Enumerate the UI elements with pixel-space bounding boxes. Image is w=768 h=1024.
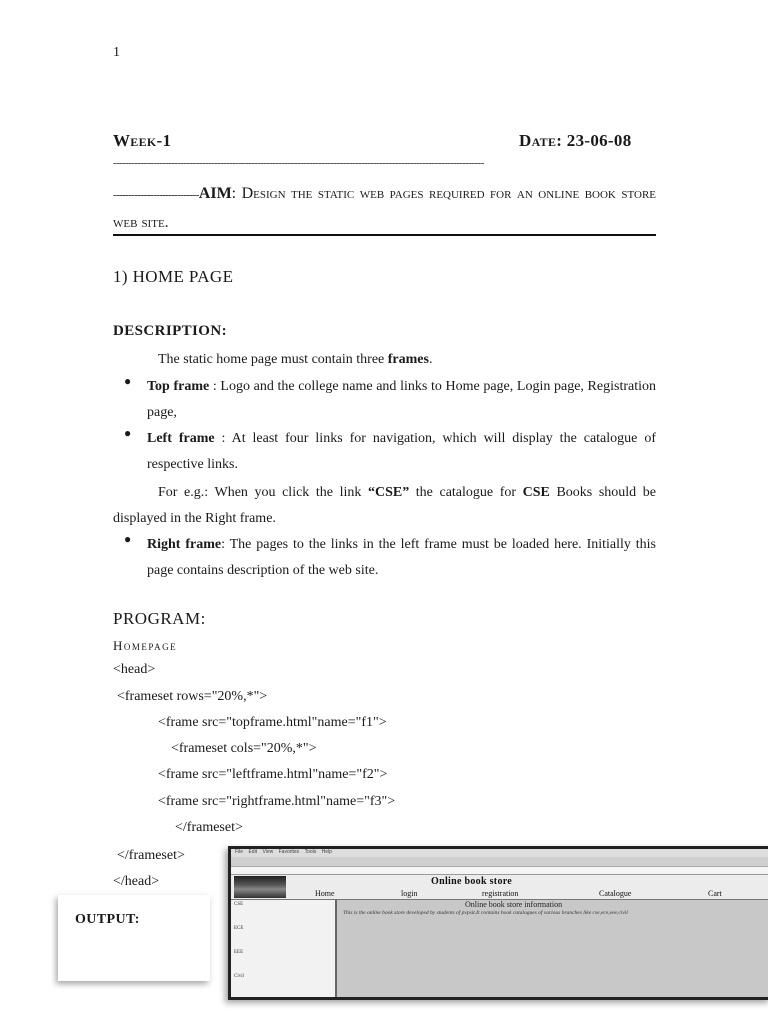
code-line: </frameset> — [175, 820, 243, 835]
code-line: <head> — [113, 662, 156, 677]
site-title: Online book store — [431, 876, 513, 887]
intro-bold: frames — [387, 352, 429, 367]
section-title: 1) HOME PAGE — [113, 267, 234, 286]
intro-text: The static home page must contain three — [158, 352, 388, 367]
intro-end: . — [428, 352, 433, 367]
date-label: Date: 23-06-08 — [519, 131, 632, 150]
menu-item: Tools — [304, 849, 317, 855]
example-paragraph — [113, 480, 656, 532]
left-link: ECE — [234, 926, 244, 931]
bullet-icon: ● — [124, 374, 132, 388]
menu-item: Favorites — [278, 849, 300, 855]
browser-menubar — [231, 849, 768, 857]
menu-item: Edit — [248, 849, 258, 855]
left-link: EEE — [234, 950, 244, 955]
code-line: <frameset rows="20%,*"> — [117, 689, 268, 704]
top-link: login — [401, 889, 418, 898]
program-heading: PROGRAM: — [113, 609, 206, 628]
bullet-term: Top frame — [147, 379, 210, 394]
top-link: registration — [482, 889, 519, 898]
page-number: 1 — [113, 45, 120, 60]
description-heading: DESCRIPTION: — [113, 323, 227, 339]
menu-item: Help — [321, 849, 332, 855]
top-link: Cart — [708, 889, 722, 898]
code-line: </frameset> — [117, 848, 185, 863]
right-frame-title: Online book store information — [465, 900, 563, 909]
menu-item: View — [262, 849, 274, 855]
top-frame — [231, 875, 768, 900]
code-line: <frame src="topframe.html"name="f1"> — [158, 715, 387, 730]
browser-toolbar — [231, 857, 768, 867]
description-intro — [158, 347, 432, 373]
example-text: For e.g.: When you click the link — [158, 485, 368, 500]
example-cse: CSE — [522, 485, 550, 500]
logo-image — [234, 876, 286, 898]
aim-statement — [113, 180, 656, 236]
left-link: Civil — [234, 974, 245, 979]
bullet-term: Left frame — [147, 431, 215, 446]
bullet-left-frame — [147, 426, 656, 478]
bullet-text: : At least four links for navigation, which will display the catalogue of respective links. — [147, 431, 656, 472]
right-frame-text: This is the online book store developed by students of pvpsit.It contains book catalogues of various branches like cse,ece,eee,civil — [343, 910, 628, 916]
aim-dashes: ---------------------------- — [113, 189, 199, 201]
aim-label: AIM — [198, 185, 232, 202]
menu-item: File — [235, 849, 244, 855]
week-label: Week-1 — [113, 131, 172, 150]
bullet-term: Right frame — [147, 537, 222, 552]
bullet-right-frame — [147, 532, 656, 584]
left-frame — [231, 900, 337, 997]
output-label: OUTPUT: — [75, 912, 140, 927]
bullet-text: : The pages to the links in the left frame must be loaded here. Initially this page contains description of the web site. — [147, 537, 656, 578]
output-box — [58, 895, 210, 981]
example-text: the catalogue for — [409, 485, 523, 500]
bullet-text: : Logo and the college name and links to Home page, Login page, Registration page, — [147, 379, 656, 420]
bullet-icon: ● — [124, 426, 132, 440]
code-line: <frame src="rightframe.html"name="f3"> — [158, 794, 396, 809]
code-line: </head> — [113, 874, 160, 889]
horizontal-rule — [113, 234, 656, 236]
dashed-separator: ------------------------------------------------------------------------------------------------------------------------- — [113, 158, 484, 168]
example-text: Books should be displayed in the Right frame. — [113, 485, 656, 526]
aim-text: : Design the static web pages required for an online book store web site. — [113, 185, 656, 231]
output-screenshot — [228, 846, 768, 1000]
right-frame — [337, 900, 768, 997]
program-subheading: Homepage — [113, 638, 178, 653]
browser-address-bar — [231, 867, 768, 875]
code-line: <frame src="leftframe.html"name="f2"> — [158, 767, 388, 782]
example-link: “CSE” — [367, 485, 410, 500]
left-link: CSE — [234, 902, 244, 907]
code-line: <frameset cols="20%,*"> — [171, 741, 317, 756]
top-link: Home — [315, 889, 335, 898]
bullet-icon: ● — [124, 532, 132, 546]
top-link: Catalogue — [599, 889, 632, 898]
bullet-top-frame — [147, 374, 656, 426]
